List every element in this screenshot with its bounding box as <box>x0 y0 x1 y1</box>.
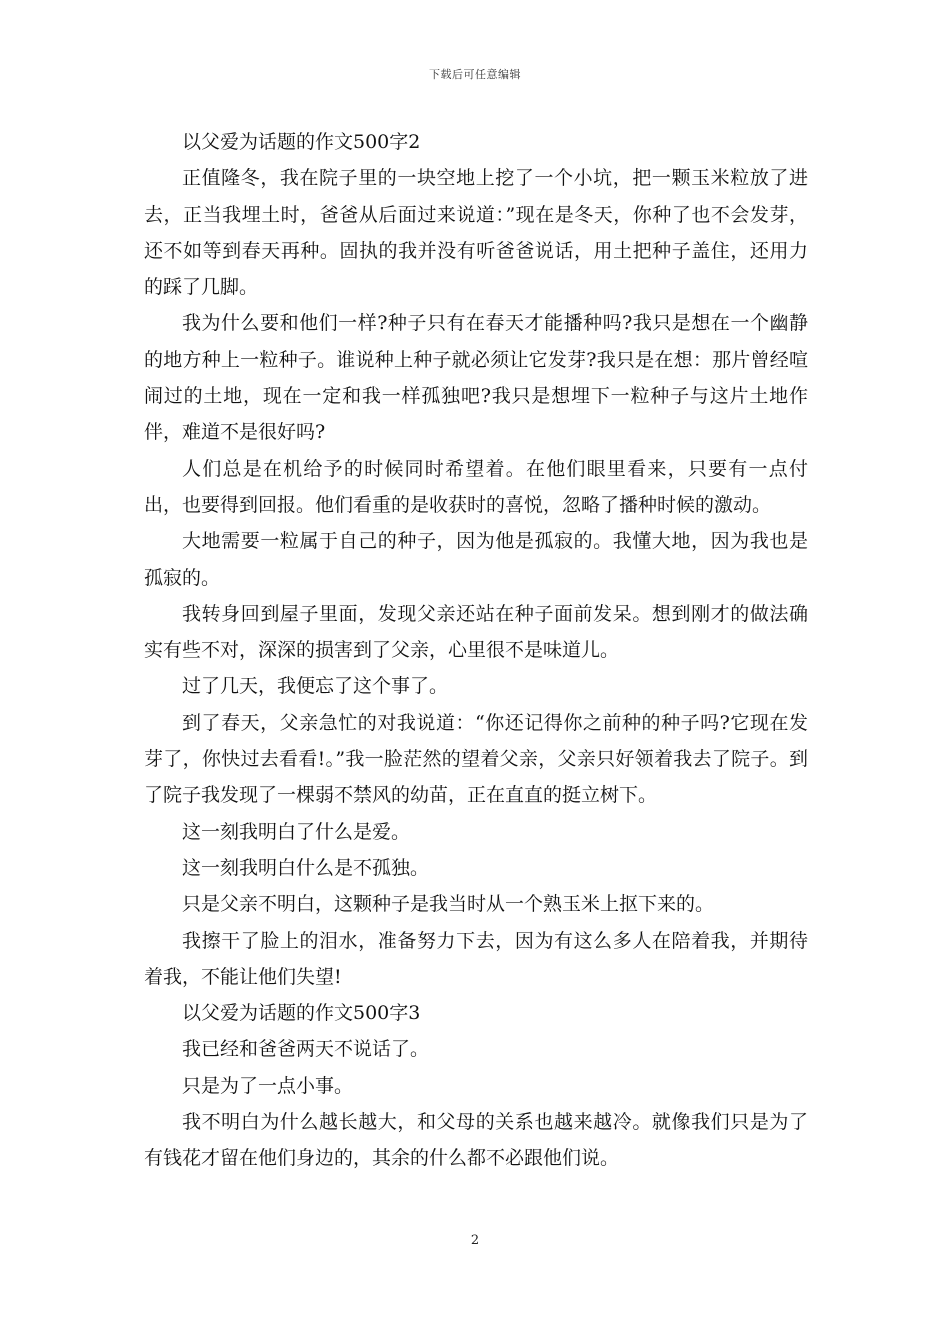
page-number: 2 <box>470 1233 480 1248</box>
document-body <box>144 124 808 1177</box>
paragraph: 我已经和爸爸两天不说话了。 <box>182 1038 430 1061</box>
paragraph: 我为什么要和他们一样?种子只有在春天才能播种吗?我只是想在一个幽静的地方种上一粒种子。谁说种上种子就必须让它发芽?我只是在想：那片曾经喧闹过的土地，现在一定和我一样孤独吧?我只是想埋下一粒种子与这片土地作伴，难道不是很好吗? <box>144 312 808 444</box>
paragraph: 到了春天，父亲急忙的对我说道：“你还记得你之前种的种子吗?它现在发芽了，你快过去看看!。”我一脸茫然的望着父亲，父亲只好领着我去了院子。到了院子我发现了一棵弱不禁风的幼苗，正在直直的挺立树下。 <box>144 711 808 807</box>
paragraph: 我不明白为什么越长越大，和父母的关系也越来越冷。就像我们只是为了有钱花才留在他们身边的，其余的什么都不必跟他们说。 <box>144 1111 808 1170</box>
paragraph: 这一刻我明白了什么是爱。 <box>182 820 411 843</box>
paragraph: 过了几天，我便忘了这个事了。 <box>182 675 449 698</box>
paragraph: 大地需要一粒属于自己的种子，因为他是孤寂的。我懂大地，因为我也是孤寂的。 <box>144 530 808 589</box>
page-header: 下载后可任意编辑 <box>429 68 521 81</box>
paragraph: 人们总是在机给予的时候同时希望着。在他们眼里看来，只要有一点付出，也要得到回报。他们看重的是收获时的喜悦，忽略了播种时候的激动。 <box>144 457 808 516</box>
paragraph: 正值隆冬，我在院子里的一块空地上挖了一个小坑，把一颗玉米粒放了进去，正当我埋土时，爸爸从后面过来说道：”现在是冬天，你种了也不会发芽，还不如等到春天再种。固执的我并没有听爸爸说话，用土把种子盖住，还用力的踩了几脚。 <box>144 167 808 299</box>
paragraph: 只是为了一点小事。 <box>182 1074 354 1097</box>
essay-title: 以父爱为话题的作文500字3 <box>182 1002 421 1025</box>
paragraph: 我转身回到屋子里面，发现父亲还站在种子面前发呆。想到刚才的做法确实有些不对，深深的损害到了父亲，心里很不是味道儿。 <box>144 602 808 662</box>
paragraph: 我擦干了脸上的泪水，准备努力下去，因为有这么多人在陪着我，并期待着我，不能让他们失望! <box>144 929 808 988</box>
paragraph: 只是父亲不明白，这颗种子是我当时从一个熟玉米上抠下来的。 <box>182 893 715 916</box>
paragraph: 这一刻我明白什么是不孤独。 <box>182 856 430 879</box>
essay-title: 以父爱为话题的作文500字2 <box>182 131 421 153</box>
